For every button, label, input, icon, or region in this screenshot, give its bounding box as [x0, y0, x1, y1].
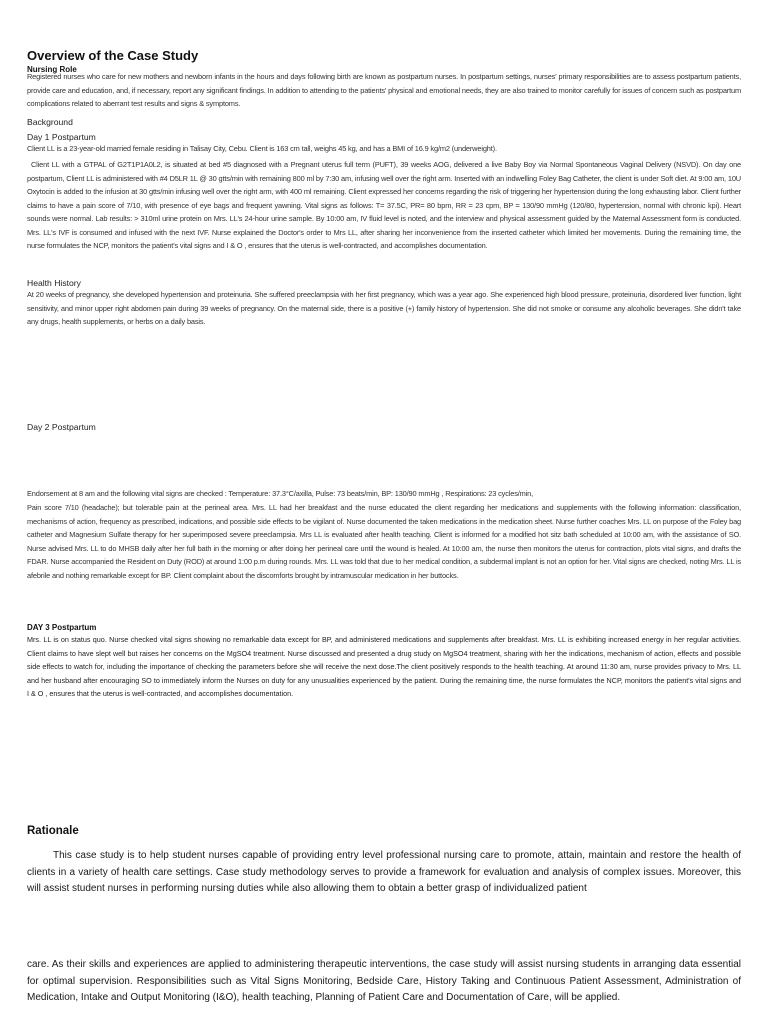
day2-vitals-line: Endorsement at 8 am and the following vital signs are checked : Temperature: 37.3°C/axilla, Pulse: 73 beats/min, BP: 130/90 mmHg , Respirations: 23 cycles/min, — [27, 489, 534, 498]
day2-heading: Day 2 Postpartum — [27, 422, 96, 432]
day1-intro-paragraph: Client LL is a 23-year-old married female residing in Talisay City, Cebu. Client is 163 cm tall, weighs 45 kg, and has a BMI of 16.9 kg/m2 (underweight). — [27, 144, 497, 153]
day3-paragraph: Mrs. LL is on status quo. Nurse checked vital signs showing no remarkable data except for BP, and administered medications and supplements after breakfast. Mrs. LL is exhibiting increased energy in her regular activities. Client claims to have slept well but raises her concerns on the MgSO4 treatment. Nurse discussed and presented a drug study on MgSO4 treatment, sharing with her the indications, mechanism of action, effects and possible side effects to watch for, including the importance of checking the parameters before she will receive the next dose.The client positively responds to the health teaching. At around 11:30 am, nurse provides privacy to Mrs. LL and her husband after encouraging SO to immediately inform the Nurses on duty for any unusualities experienced by the patient. During the remaining time, the nurse formulates the NCP, monitors the patient's vital signs and I & O , ensures that the uterus is well-contracted, and accomplishes documentation. — [27, 635, 741, 699]
rationale-paragraph-1: This case study is to help student nurses capable of providing entry level professional nursing care to promote, attain, maintain and restore the health of clients in a variety of health care settings. Case study methodology serves to provide a framework for evaluation and analysis of complex issues. Moreover, this will assist student nurses in performing nursing duties while also allowing them to obtain a better grasp of individualized patient — [27, 850, 741, 895]
day1-main-paragraph: Client LL with a GTPAL of G2T1P1A0L2, is situated at bed #5 diagnosed with a Pregnant uterus full term (PUFT), 39 weeks AOG, delivered a live Baby Boy via Normal Spontaneous Vaginal Delivery (NSVD). On day one postpartum, Client LL is administered with #4 D5LR 1L @ 30 gtts/min with remaining 800 ml by 7:30 am, infusing well over the right arm. Inserted with an indwelling Foley Bag Catheter, the client is under Soft diet. At 9:00 am, 10U Oxytocin is added to the infusion at 30 gtts/min infusing well over the right arm, with 400 ml remaining. Client expressed her concerns regarding the risk of triggering her hypertension during the long exhausting labor. Client further claims to have a pain score of 7/10, with presence of eye bags and frequent yawning. Vital signs as follows: T= 37.5C, PR= 80 bpm, RR = 23 cpm, BP = 130/90 mmHg (120/80, hypertension, normal with chronic kpi). Heart sounds were normal. Lab results: > 310ml urine protein on Mrs. LL's 24-hour urine sample. By 10:00 am, IV fluid level is noted, and the interview and physical assessment guided by the Maternal Assessment form is conducted. Mrs. LL's IVF is consumed and infused with the next IVF. Nurse explained the Doctor's order to Mrs LL, after sharing her inconvenience from the inserted catheter which limited her movements. During the remaining time, the nurse formulates the NCP, monitors the patient's vital signs and I & O , ensures that the uterus is well-contracted, and accomplishes documentation. — [27, 160, 741, 250]
nursing-role-heading: Nursing Role — [27, 65, 77, 74]
document-title: Overview of the Case Study — [27, 48, 199, 63]
rationale-paragraph-2: care. As their skills and experiences are applied to administering therapeutic interventions, the case study will assist nursing students in arranging data essential for optimal supervision. Responsibilities such as Vital Signs Monitoring, Bedside Care, History Taking and Continuous Patient Assessment, Administration of Medication, Intake and Output Monitoring (I&O), health teaching, Planning of Patient Care and Documentation of Care, will be applied. — [27, 959, 741, 1004]
day3-heading: DAY 3 Postpartum — [27, 623, 97, 632]
background-heading: Background — [27, 117, 73, 127]
health-history-paragraph: At 20 weeks of pregnancy, she developed hypertension and proteinuria. She suffered preeclampsia with her first pregnancy, which was a year ago. She experienced high blood pressure, proteinuria, disordered liver function, light sensitivity, and minor upper right abdomen pain during 39 weeks of pregnancy. On the maternal side, there is a positive (+) family history of hypertension. She did not smoke or consume any alcoholic beverages. She didn't take any drugs, health supplements, or herbs on a daily basis. — [27, 290, 741, 326]
health-history-heading: Health History — [27, 278, 81, 288]
day1-heading: Day 1 Postpartum — [27, 132, 96, 142]
nursing-role-paragraph: Registered nurses who care for new mothers and newborn infants in the hours and days following birth are known as postpartum nurses. In postpartum settings, nurses' primary responsibilities are to assess postpartum patients, provide care and education, and, if necessary, report any significant findings. In addition to attending to the patients' physical and emotional needs, they are also trained to monitor carefully for issues of concern such as postpartum complications related to aberrant test results and signs & symptoms. — [27, 72, 741, 108]
day2-paragraph: Pain score 7/10 (headache); but tolerable pain at the perineal area. Mrs. LL had her breakfast and the nurse educated the client regarding her medications and supplements with the following information: classification, mechanisms of action, frequency as prescribed, indications, and possible side effects to be vigilant of. Nurse documented the taken medications in the medication sheet. Nurse further coaches Mrs. LL on purpose of the Foley bag catheter and Magnesium Sulfate therapy for her superimposed severe preeclampsia. Mrs LL is evaluated after health teaching. Client is informed for a modified hot sitz bath scheduled at 10:00 am, with the assistance of SO. Nurse advised Mrs. LL to do MHSB daily after her full bath in the morning or after doing her perineal care until the wound is healed. At 10:00 am, the nurse then monitors the uterus for contraction, plots vital signs, and drafts the FDAR. Nurse accompanied the Resident on Duty (ROD) at around 1:00 p.m during rounds. Mrs. LL was told that due to her medical condition, a subdermal implant is not an option for her. Vital signs are checked, noting Mrs. LL is afebrile and nothing remarkable except for BP. Client complaint about the discomforts brought by intramuscular medication in her buttocks. — [27, 503, 741, 580]
rationale-heading: Rationale — [27, 825, 79, 837]
